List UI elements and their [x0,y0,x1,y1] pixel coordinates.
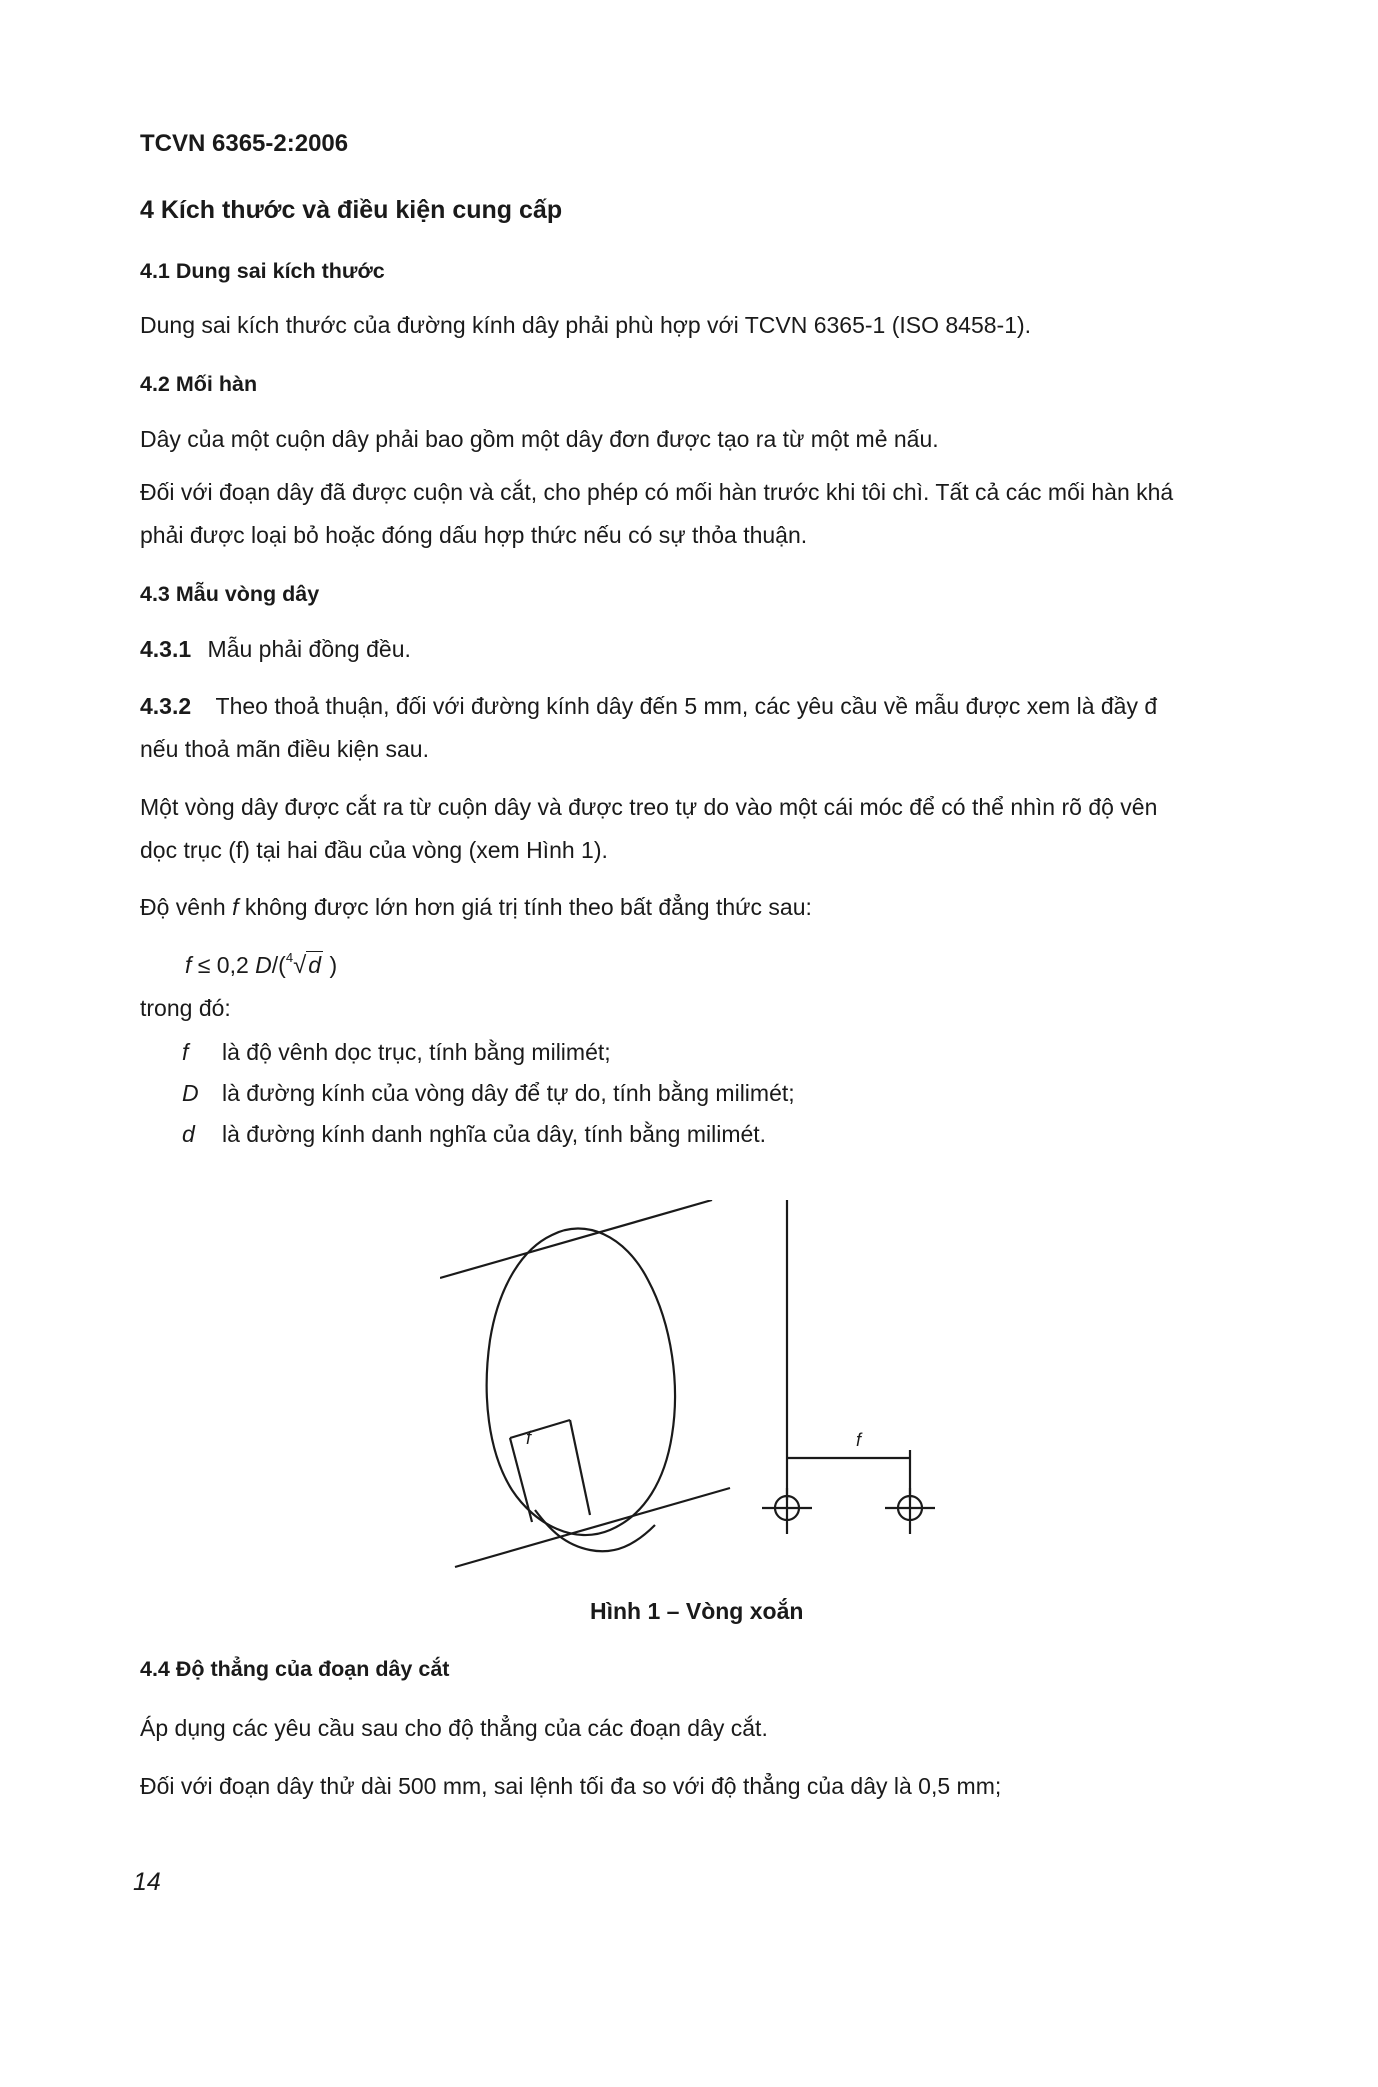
definition-symbol: D [182,1080,199,1106]
formula-slash: /( [271,952,286,978]
section-4-2-para-1: Dây của một cuộn dây phải bao gồm một dây đơn được tạo ra từ một mẻ nấu. [140,426,939,452]
section-4-1-text: Dung sai kích thước của đường kính dây phải phù hợp với TCVN 6365-1 (ISO 8458-1). [140,312,1032,338]
deviation-symbol: f [232,894,239,920]
clause-4-3-2-text: Theo thoả thuận, đối với đường kính dây đến 5 mm, các yêu cầu về mẫu được xem là đầy đ [215,693,1158,719]
formula-root-index: 4 [285,950,294,966]
page-number: 14 [133,1868,161,1896]
clause-4-3-1-number: 4.3.1 [140,636,192,662]
deviation-statement [140,893,812,921]
deviation-bracket-right [570,1420,590,1515]
formula-d: d [308,952,322,978]
where-label: trong đó: [140,995,231,1021]
deviation-text-pre: Độ vênh [140,894,233,920]
clause-4-3-2-number: 4.3.2 [140,693,192,719]
formula-close: ) [323,952,338,978]
deviation-bracket-top [510,1420,570,1438]
clause-4-3-1-text: Mẫu phải đồng đều. [207,636,411,662]
section-4-4-para-2: Đối với đoạn dây thử dài 500 mm, sai lệnh tối đa so với độ thẳng của dây là 0,5 mm; [140,1773,1002,1799]
figure-wire-loop [440,1200,980,1590]
loop-description-line-1: Một vòng dây được cắt ra từ cuộn dây và được treo tự do vào một cái móc để có thể nhìn rõ độ vên [140,794,1158,820]
section-4-2-title: 4.2 Mối hàn [140,372,258,396]
formula-f: f [185,952,192,978]
definition-d [182,1120,766,1148]
definition-D [182,1079,795,1107]
radical-sign: √ [293,952,307,979]
figure-label-f-left: f [526,1428,532,1448]
section-4-4-title: 4.4 Độ thẳng của đoạn dây cắt [140,1657,450,1681]
upper-tangent-line [440,1200,712,1278]
wire-loop-outline [487,1229,675,1536]
deviation-bracket-left [510,1438,532,1522]
section-4-1-title: 4.1 Dung sai kích thước [140,259,385,283]
clause-4-3-2-line-2: nếu thoả mãn điều kiện sau. [140,736,429,762]
section-4-2-para-2-line-1: Đối với đoạn dây đã được cuộn và cắt, cho phép có mối hàn trước khi tôi chì. Tất cả các mối hàn khá [140,479,1174,505]
figure-label-f-right: f [856,1430,862,1450]
section-4-2-para-2-line-2: phải được loại bỏ hoặc đóng dấu hợp thức nếu có sự thỏa thuận. [140,522,808,548]
lower-tangent-line [455,1488,730,1567]
definition-text: là độ vênh dọc trục, tính bằng milimét; [222,1039,611,1065]
inequality-formula [185,952,337,980]
definition-f [182,1038,611,1066]
definition-symbol: d [182,1121,195,1147]
definition-symbol: f [182,1039,189,1065]
definition-text: là đường kính của vòng dây để tự do, tính bằng milimét; [222,1080,795,1106]
formula-operator: ≤ 0,2 [191,952,256,978]
wire-loop-tail [535,1510,655,1551]
section-4-4-para-1: Áp dụng các yêu cầu sau cho độ thẳng của các đoạn dây cắt. [140,1715,768,1741]
deviation-text-post: không được lớn hơn giá trị tính theo bất đẳng thức sau: [238,894,812,920]
clause-4-3-2-line-1 [140,692,1157,720]
clause-4-3-1 [140,635,411,663]
loop-description-line-2: dọc trục (f) tại hai đầu của vòng (xem Hình 1). [140,837,608,863]
figure-caption: Hình 1 – Vòng xoắn [590,1598,804,1624]
section-4-3-title: 4.3 Mẫu vòng dây [140,582,320,606]
definition-text: là đường kính danh nghĩa của dây, tính bằng milimét. [222,1121,767,1147]
standard-header: TCVN 6365-2:2006 [140,130,349,157]
section-4-title: 4 Kích thước và điều kiện cung cấp [140,196,563,224]
formula-D: D [255,952,272,978]
